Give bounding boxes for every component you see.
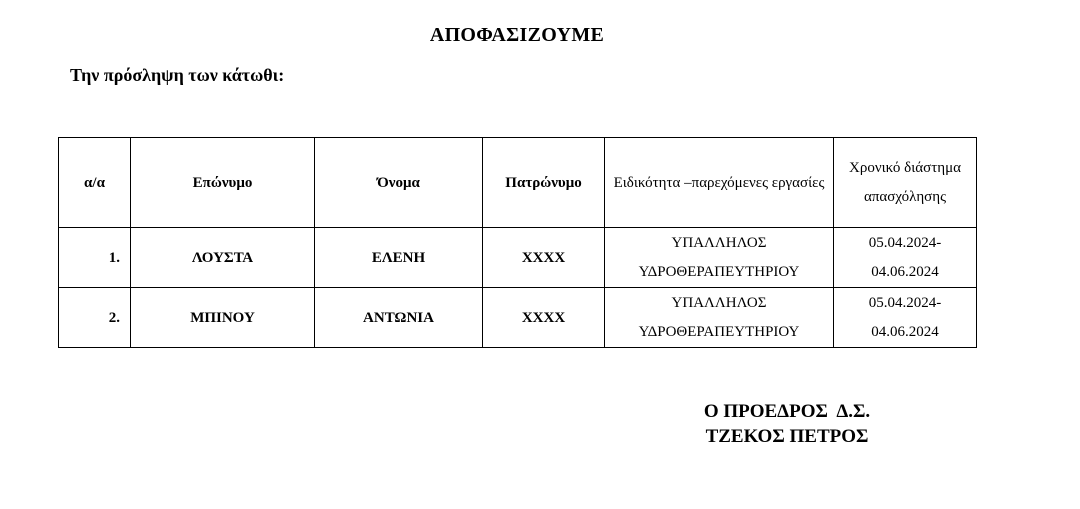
header-name: Όνομα [315, 138, 483, 228]
cell-aa: 2. [59, 288, 131, 348]
header-period: Χρονικό διάστημα απασχόλησης [834, 138, 977, 228]
cell-name: ΕΛΕΝΗ [315, 228, 483, 288]
employees-table [58, 137, 977, 348]
cell-surname: ΜΠΙΝΟΥ [131, 288, 315, 348]
cell-patronymic: ΧΧΧΧ [483, 288, 605, 348]
cell-period: 05.04.2024- 04.06.2024 [834, 288, 977, 348]
table-header [59, 138, 977, 228]
header-patronymic: Πατρώνυμο [483, 138, 605, 228]
signature-title: Ο ΠΡΟΕΔΡΟΣ Δ.Σ. [703, 401, 871, 422]
document-heading: ΑΠΟΦΑΣΙΖΟΥΜΕ [429, 24, 605, 46]
signature-name: ΤΖΕΚΟΣ ΠΕΤΡΟΣ [705, 426, 869, 447]
cell-specialty: ΥΠΑΛΛΗΛΟΣ ΥΔΡΟΘΕΡΑΠΕΥΤΗΡΙΟΥ [605, 288, 834, 348]
cell-surname: ΛΟΥΣΤΑ [131, 228, 315, 288]
header-surname: Επώνυμο [131, 138, 315, 228]
header-specialty: Ειδικότητα –παρεχόμενες εργασίες [605, 138, 834, 228]
intro-text: Την πρόσληψη των κάτωθι: [70, 65, 285, 85]
table-row [59, 228, 977, 288]
table-row [59, 288, 977, 348]
header-aa: α/α [59, 138, 131, 228]
cell-aa: 1. [59, 228, 131, 288]
cell-period: 05.04.2024- 04.06.2024 [834, 228, 977, 288]
table-body [59, 228, 977, 348]
cell-name: ΑΝΤΩΝΙΑ [315, 288, 483, 348]
cell-patronymic: ΧΧΧΧ [483, 228, 605, 288]
header-row [59, 138, 977, 228]
cell-specialty: ΥΠΑΛΛΗΛΟΣ ΥΔΡΟΘΕΡΑΠΕΥΤΗΡΙΟΥ [605, 228, 834, 288]
